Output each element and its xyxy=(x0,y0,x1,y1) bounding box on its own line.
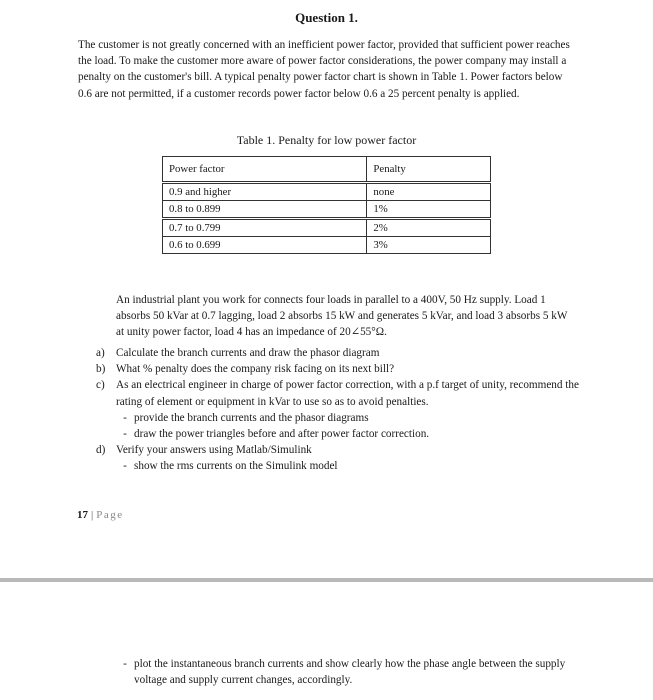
dash-bullet: - xyxy=(123,428,127,441)
dash-bullet: - xyxy=(123,658,127,670)
sub-list-item xyxy=(96,426,586,442)
cell-power-factor: 0.8 to 0.899 xyxy=(163,201,367,219)
table-header-row xyxy=(163,157,491,183)
cell-penalty: none xyxy=(367,183,491,201)
continued-sub-item xyxy=(116,656,586,688)
question-list xyxy=(96,345,586,475)
item-marker: a) xyxy=(96,347,105,359)
sub-list-item xyxy=(96,410,586,426)
cell-penalty: 2% xyxy=(367,219,491,237)
intro-paragraph: The customer is not greatly concerned with an inefficient power factor, provided that sufficient power reaches the load. To make the customer more aware of power factor considerations, the power company may install a penalty on the customer's bill. A typical penalty power factor chart is shown in Table 1. Power factors below 0.6 are not permitted, if a customer records power factor below 0.6 a 25 percent penalty is applied. xyxy=(78,39,570,100)
header-penalty: Penalty xyxy=(367,157,491,183)
header-power-factor: Power factor xyxy=(163,157,367,183)
item-text: What % penalty does the company risk facing on its next bill? xyxy=(116,363,395,376)
list-item xyxy=(96,361,586,377)
list-item xyxy=(96,442,586,458)
problem-statement: An industrial plant you work for connects four loads in parallel to a 400V, 50 Hz supply. Load 1 absorbs 50 kVar at 0.7 lagging, load 2 absorbs 15 kW and generates 5 kVar, and load 3 absorbs 5 kW at unity power factor, load 4 has an impedance of 20∠55°Ω. xyxy=(116,294,568,339)
cell-power-factor: 0.7 to 0.799 xyxy=(163,219,367,237)
sub-item-text: show the rms currents on the Simulink model xyxy=(134,460,338,473)
item-marker: d) xyxy=(96,444,106,457)
sub-list-item xyxy=(96,458,586,474)
cell-penalty: 1% xyxy=(367,201,491,219)
table-caption: Table 1. Penalty for low power factor xyxy=(236,133,417,147)
item-text: Verify your answers using Matlab/Simulink xyxy=(116,444,312,457)
table-row xyxy=(163,219,491,237)
cell-power-factor: 0.6 to 0.699 xyxy=(163,237,367,254)
table-row xyxy=(163,183,491,201)
cell-power-factor: 0.9 and higher xyxy=(163,183,367,201)
sub-item-text: draw the power triangles before and after power factor correction. xyxy=(134,428,430,441)
sub-item-text: plot the instantaneous branch currents and show clearly how the phase angle between the supply voltage and supply current changes, accordingly. xyxy=(134,658,566,687)
table-row xyxy=(163,201,491,219)
item-marker: b) xyxy=(96,363,106,376)
penalty-table xyxy=(162,156,491,254)
item-text: Calculate the branch currents and draw the phasor diagram xyxy=(116,347,380,359)
cell-penalty: 3% xyxy=(367,237,491,254)
dash-bullet: - xyxy=(123,460,127,473)
page-footer xyxy=(77,509,124,521)
question-title: Question 1. xyxy=(295,10,358,25)
list-item xyxy=(96,345,586,361)
list-item xyxy=(96,377,586,409)
page-word: Page xyxy=(96,509,124,521)
sub-item-text: provide the branch currents and the phasor diagrams xyxy=(134,411,369,424)
item-marker: c) xyxy=(96,379,105,392)
footer-separator: | xyxy=(91,509,94,521)
table-row xyxy=(163,237,491,254)
page-number: 17 xyxy=(77,509,88,521)
dash-bullet: - xyxy=(123,411,127,424)
item-text: As an electrical engineer in charge of power factor correction, with a p.f target of unity, recommend the rating of element or equipment in kVar to use so as to avoid penalties. xyxy=(116,379,579,408)
